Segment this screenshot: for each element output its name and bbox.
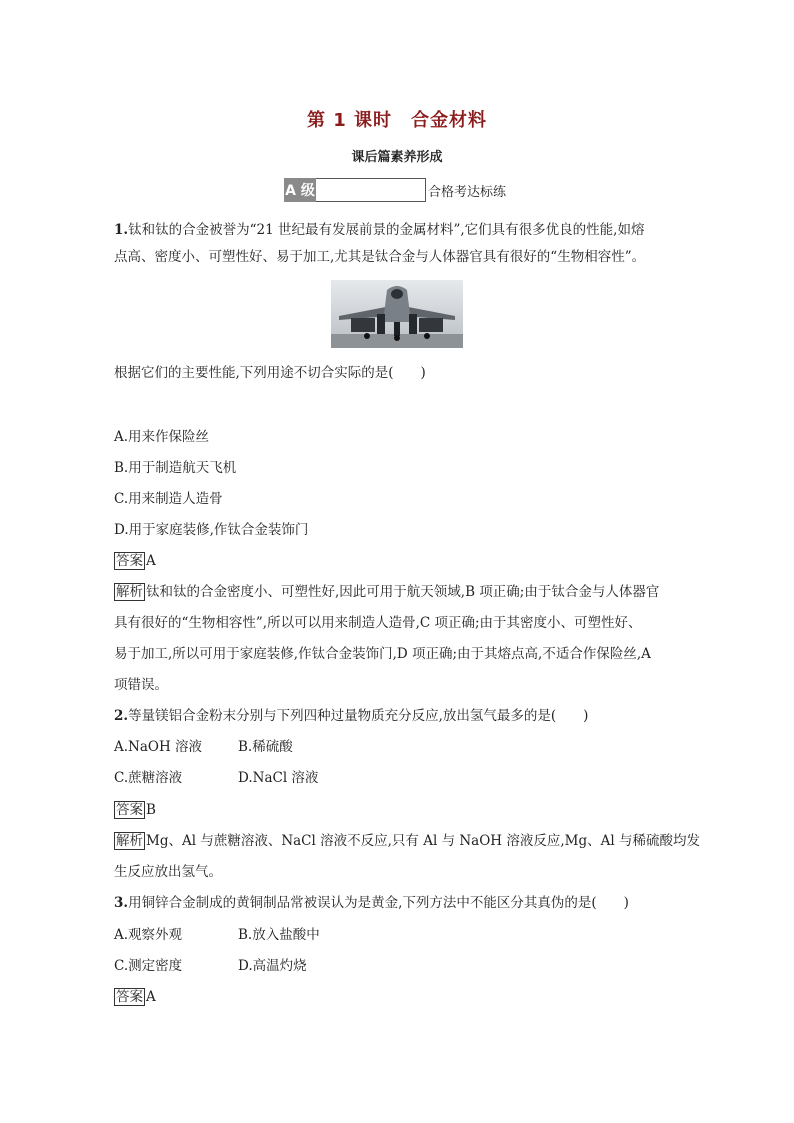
q2-option-d: D.NaCl 溶液 bbox=[238, 770, 319, 786]
q2-options-row2 bbox=[114, 769, 694, 787]
q1-option-a: A.用来作保险丝 bbox=[114, 429, 210, 445]
q3-stem: 3.用铜锌合金制成的黄铜制品常被误认为是黄金,下列方法中不能区分其真伪的是( ) bbox=[114, 895, 629, 911]
q1-option-c: C.用来制造人造骨 bbox=[114, 491, 223, 507]
q1-stem-line1: 1.钛和钛的合金被誉为“21 世纪最有发展前景的金属材料”,它们具有很多优良的性能,如熔 bbox=[114, 222, 645, 238]
analysis-tag: 解析 bbox=[116, 833, 143, 849]
q1-stem-line3: 根据它们的主要性能,下列用途不切合实际的是( ) bbox=[114, 365, 426, 381]
answer-tag: 答案 bbox=[116, 989, 143, 1005]
q2-option-a: A.NaOH 溶液 bbox=[114, 739, 203, 755]
q1-answer: 答案 A bbox=[116, 553, 156, 569]
q3-option-d: D.高温灼烧 bbox=[238, 958, 307, 974]
q3-options-row2 bbox=[114, 957, 694, 975]
level-badge: A 级 bbox=[284, 178, 316, 202]
q2-answer: 答案 B bbox=[116, 802, 156, 818]
q3-option-a: A.观察外观 bbox=[114, 927, 183, 943]
q1-option-b: B.用于制造航天飞机 bbox=[114, 460, 237, 476]
answer-tag: 答案 bbox=[116, 553, 143, 569]
q2-analysis-line1: 解析 Mg、Al 与蔗糖溶液、NaCl 溶液不反应,只有 Al 与 NaOH 溶液反应,Mg、Al 与稀硫酸均发 bbox=[116, 833, 700, 849]
q1-option-d: D.用于家庭装修,作钛合金装饰门 bbox=[114, 522, 309, 538]
q3-options-row1 bbox=[114, 926, 694, 944]
level-header bbox=[284, 174, 506, 202]
fighter-jet-image bbox=[331, 280, 463, 348]
q2-options-row1 bbox=[114, 738, 694, 756]
q1-analysis-line3: 易于加工,所以可用于家庭装修,作钛合金装饰门,D 项正确;由于其熔点高,不适合作保险丝,A bbox=[114, 646, 651, 662]
analysis-tag: 解析 bbox=[116, 584, 143, 600]
q3-option-c: C.测定密度 bbox=[114, 958, 183, 974]
q2-stem: 2.等量镁铝合金粉末分别与下列四种过量物质充分反应,放出氢气最多的是( ) bbox=[114, 708, 589, 724]
q3-option-b: B.放入盐酸中 bbox=[238, 927, 320, 943]
q1-analysis-line1: 解析 钛和钛的合金密度小、可塑性好,因此可用于航天领域,B 项正确;由于钛合金与人体器官 bbox=[116, 584, 660, 600]
section-subtitle: 课后篇素养形成 bbox=[351, 150, 443, 165]
q2-option-b: B.稀硫酸 bbox=[238, 739, 293, 755]
q1-number: 1. bbox=[114, 222, 129, 238]
page-title: 第 1 课时 合金材料 bbox=[306, 110, 488, 131]
level-text: 合格考达标练 bbox=[428, 185, 507, 200]
q1-stem-line2: 点高、密度小、可塑性好、易于加工,尤其是钛合金与人体器官具有很好的“生物相容性”。 bbox=[114, 249, 646, 265]
answer-tag: 答案 bbox=[116, 802, 143, 818]
q3-answer: 答案 A bbox=[116, 989, 156, 1005]
q2-option-c: C.蔗糖溶液 bbox=[114, 770, 183, 786]
q1-analysis-line2: 具有很好的“生物相容性”,所以可以用来制造人造骨,C 项正确;由于其密度小、可塑性好、 bbox=[114, 615, 642, 631]
q3-number: 3. bbox=[114, 895, 129, 911]
q1-analysis-line4: 项错误。 bbox=[114, 677, 168, 693]
level-box bbox=[316, 178, 426, 202]
q2-number: 2. bbox=[114, 708, 129, 724]
q2-analysis-line2: 生反应放出氢气。 bbox=[114, 864, 222, 880]
